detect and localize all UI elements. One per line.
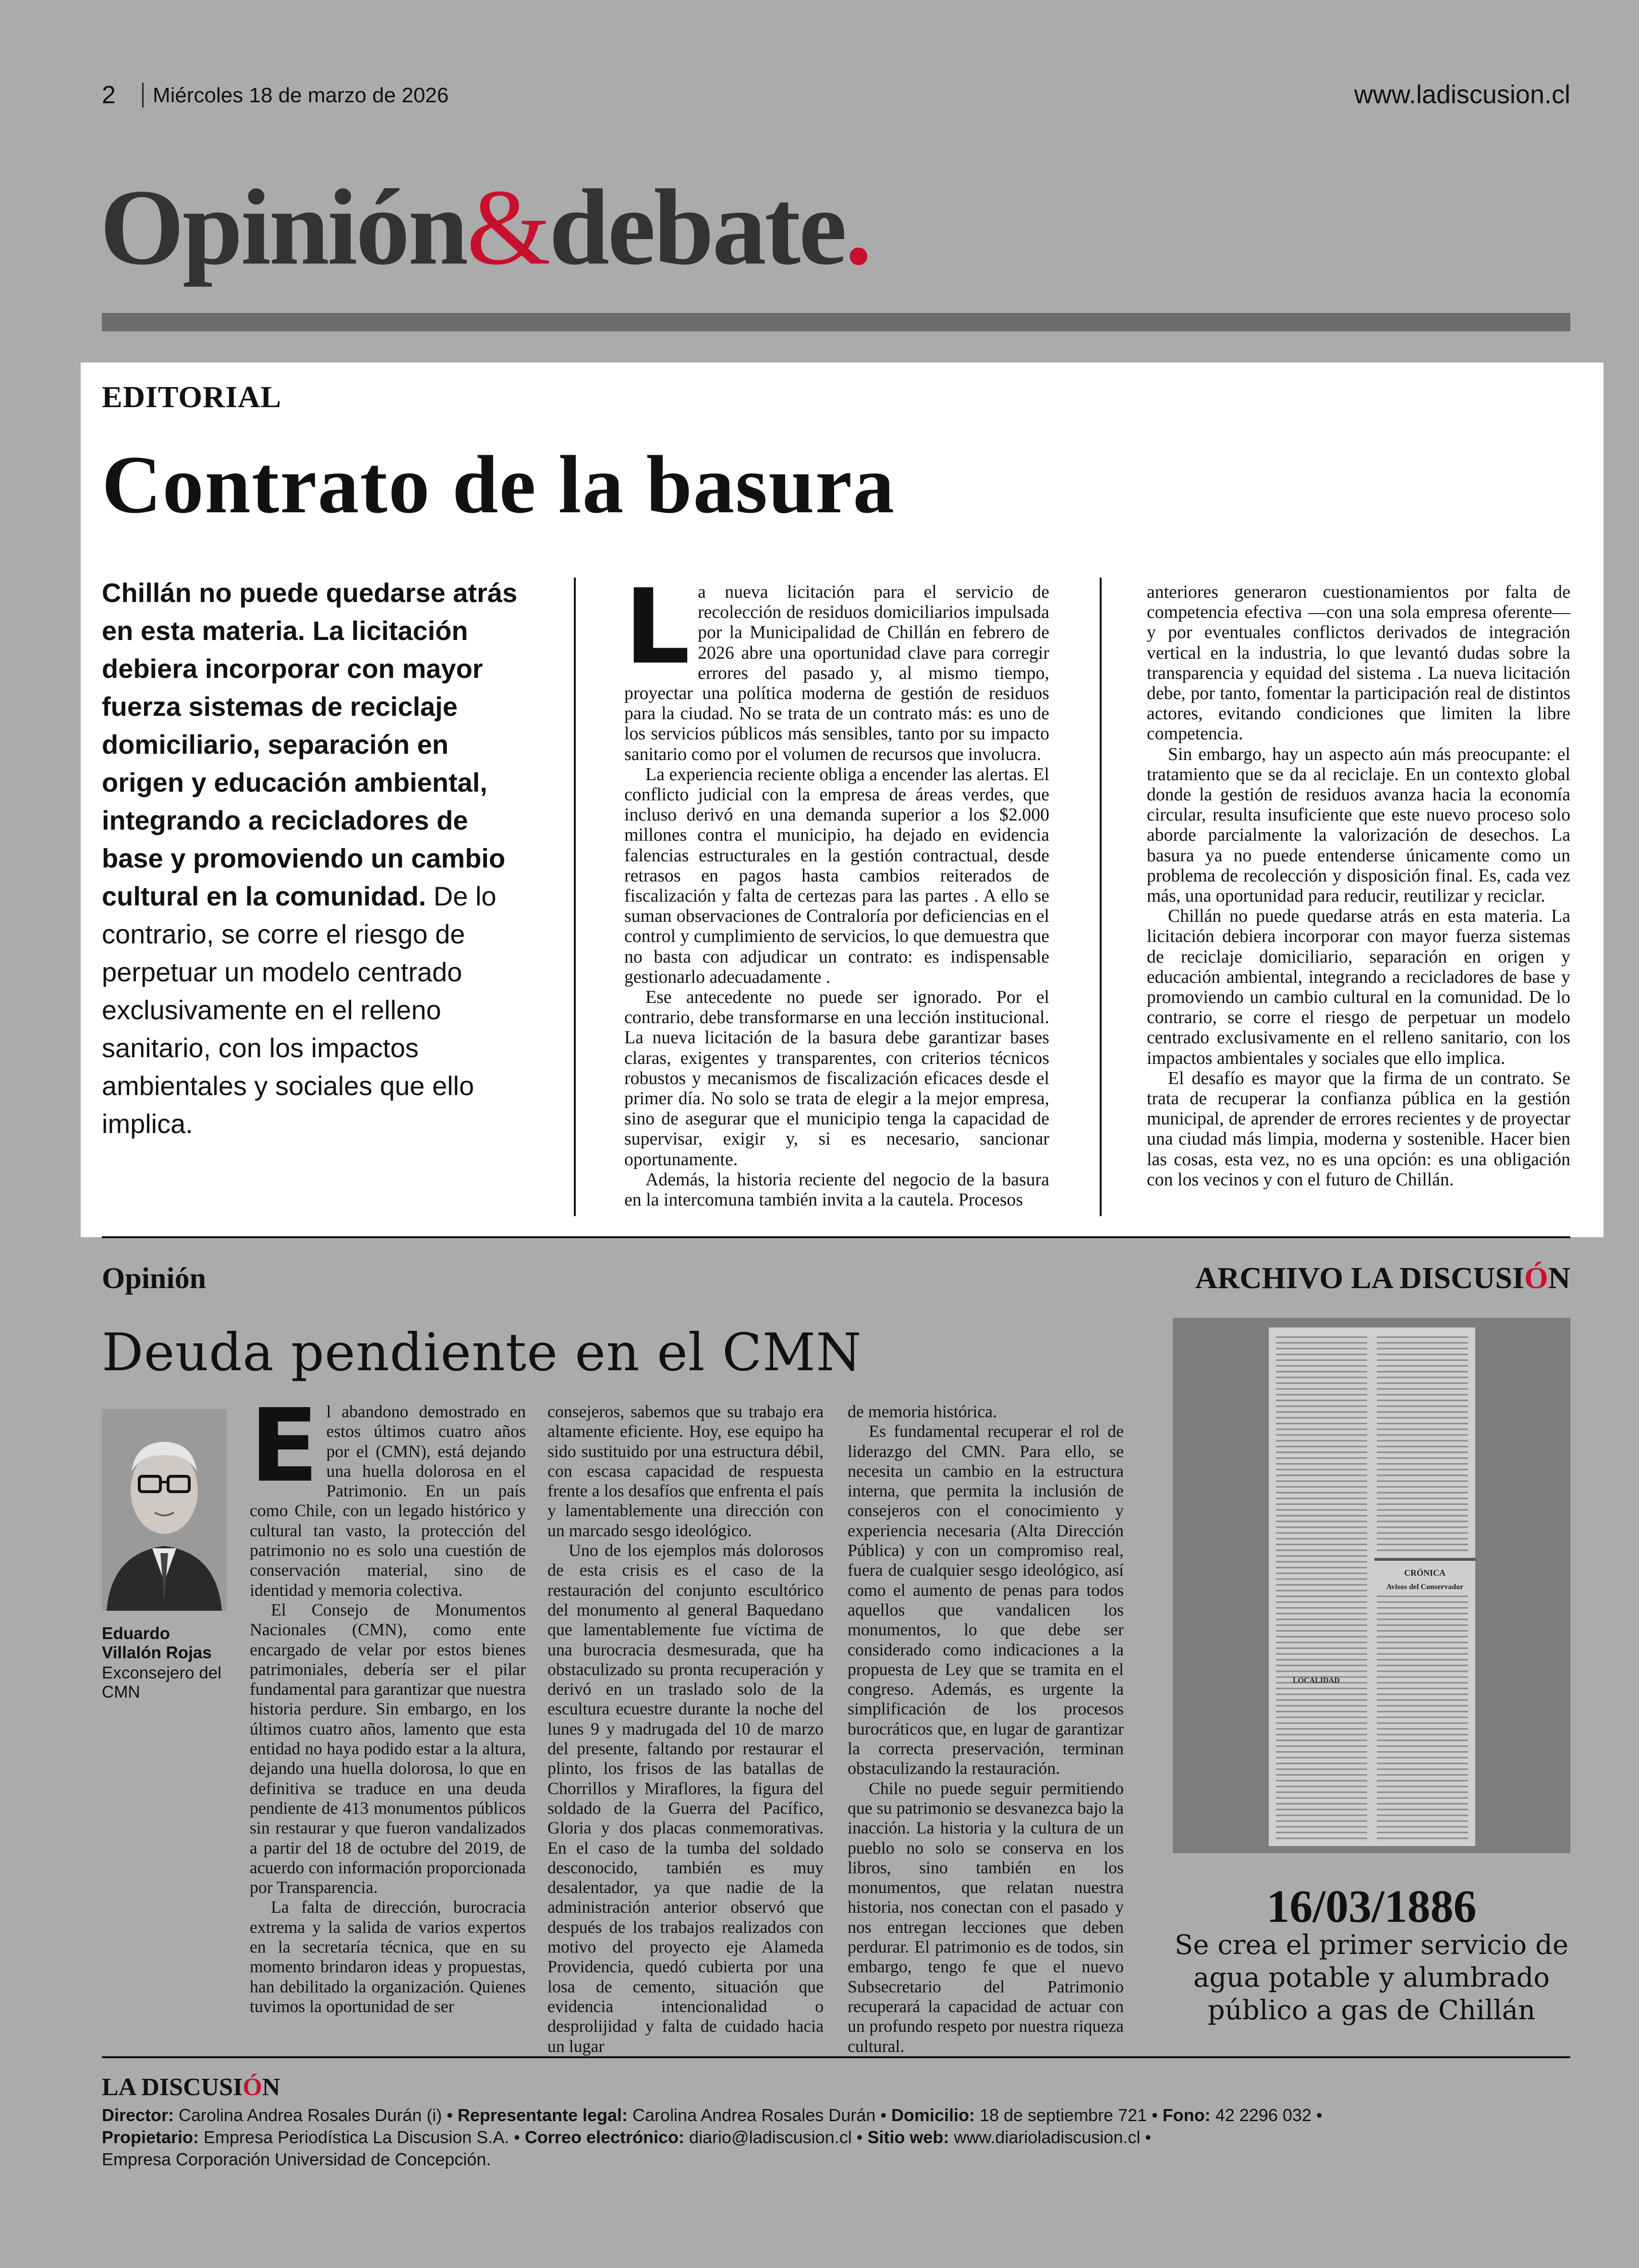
- paragraph: El Consejo de Monumentos Nacionales (CMN), como ente encargado de velar por estos bienes patrimoniales, debería ser el pilar fundamental para garantizar que nuestra historia perdure. Sin embargo, en los últimos cuatro años, lamento que esta entidad no haya podido estar a la altura, dejando una huella dolorosa, lo que en definitiva se traduce en una deuda pendiente de 413 monumentos públicos sin restaurar y que fueron vandalizados a partir del 18 de octubre del 2019, de acuerdo con información proporcionada por Transparencia.: [250, 1600, 526, 1897]
- opinion-dropcap: E: [250, 1387, 319, 1505]
- archive-label-main: ARCHIVO LA DISCUSI: [1195, 1261, 1524, 1295]
- editorial-column-3: [1147, 582, 1570, 1190]
- footer-label: Sitio web:: [867, 2127, 949, 2147]
- section-title-part2: debate: [549, 167, 845, 287]
- footer-brand-main: LA DISCUSI: [102, 2074, 243, 2101]
- section-title-dot: .: [845, 167, 871, 287]
- paragraph: consejeros, sabemos que su trabajo era altamente eficiente. Hoy, ese equipo ha sido sustituido por una estructura débil, con escasa capacidad de respuesta frente a los desafíos que enfrenta el país y lamentablemente una dirección con un marcado sesgo ideológico.: [547, 1402, 824, 1540]
- paragraph: a nueva licitación para el servicio de recolección de residuos domiciliarios impulsada por la Municipalidad de Chillán en febrero de 2026 abre una oportunidad clave para corregir errores del pasado y, al mismo tiempo, proyectar una política moderna de gestión de residuos para la ciudad. No se trata de un contrato más: es uno de los servicios públicos más sensibles, tanto por su impacto sanitario como por el volumen de recursos que involucra.: [624, 582, 1049, 764]
- editorial-lead-rest: De lo contrario, se corre el riesgo de perpetuar un modelo centrado exclusivamente en el relleno sanitario, con los impactos ambientales y sociales que ello implica.: [102, 881, 497, 1139]
- clip-heading-localidad: LOCALIDAD: [1293, 1677, 1340, 1685]
- footer-value: Empresa Periodística La Discusion S.A. •: [199, 2127, 525, 2147]
- section-title: [100, 167, 871, 287]
- paragraph: l abandono demostrado en estos últimos cuatro años por el (CMN), está dejando una huella dolorosa en el Patrimonio. En un país como Chile, con un legado histórico y cultural tan vasto, la protección del patrimonio no es solo una cuestión de conservación material, sino de identidad y memoria colectiva.: [250, 1402, 526, 1600]
- footer-credits: [102, 2104, 1570, 2171]
- archive-label-end: N: [1548, 1261, 1570, 1295]
- archive-date: 16/03/1886: [1266, 1881, 1477, 1932]
- paragraph: anteriores generaron cuestionamientos por falta de competencia efectiva —con una sola empresa oferente— y por eventuales conflictos derivados de integración vertical en la industria, lo que levantó dudas sobre la transparencia y equidad del sistema . La nueva licitación debe, por tanto, fomentar la participación real de distintos actores, evitando condiciones que limiten la libre competencia.: [1147, 582, 1570, 744]
- author-portrait-icon: [102, 1409, 227, 1611]
- paragraph: Chile no puede seguir permitiendo que su patrimonio se desvanezca bajo la inacción. La historia y la cultura de un pueblo no solo se conserva en los libros, sino también en los monumentos, que relatan nuestra historia, nos conectan con el pasado y nos entregan lecciones que deben perdurar. El patrimonio es de todos, sin embargo, tengo fe que el nuevo Subsecretario del Patrimonio recuperará la capacidad de actuar con un profundo respeto por nuestra riqueza cultural.: [848, 1778, 1124, 2056]
- footer-rule: [102, 2056, 1570, 2058]
- issue-date: Miércoles 18 de marzo de 2026: [153, 84, 449, 107]
- footer-value: 18 de septiembre 721 •: [974, 2105, 1163, 2125]
- footer-brand: [102, 2073, 280, 2101]
- editorial-lead: [102, 574, 524, 1143]
- paragraph: La falta de dirección, burocracia extrema y la salida de varios expertos en la secretaría técnica, que en su momento brindaron ideas y propuestas, han debilitado la organización. Quienes tuvimos la oportunidad de ser: [250, 1897, 526, 2016]
- footer-value: Carolina Andrea Rosales Durán (i) •: [174, 2105, 458, 2125]
- opinion-label: Opinión: [102, 1262, 206, 1295]
- paragraph: Es fundamental recuperar el rol de liderazgo del CMN. Para ello, se necesita un cambio en la estructura interna, que permita la inclusión de consejeros con el conocimiento y experiencia necesaria (Alta Dirección Pública) y con un compromiso real, fuera de cualquier sesgo ideológico, así como el aumento de penas para todos aquellos que vandalicen los monumentos, lo que debe ser considerado como indicaciones a la propuesta de Ley que se tramita en el congreso. Además, es urgente la simplificación de los procesos burocráticos que, en lugar de garantizar la correcta preservación, terminan obstaculizando la restauración.: [848, 1422, 1124, 1778]
- clip-heading-avisos: Avisos del Conservador: [1386, 1583, 1464, 1591]
- author-role: Exconsejero del CMN: [102, 1664, 222, 1701]
- footer-label: Fono:: [1162, 2105, 1211, 2125]
- editorial-column-2: [624, 567, 1049, 1210]
- footer-line: [102, 2104, 1570, 2126]
- footer-email[interactable]: diario@ladiscusion.cl •: [684, 2127, 868, 2147]
- editorial-lead-bold: Chillán no puede quedarse atrás en esta materia. La licitación debiera incorporar con mayor fuerza sistemas de reciclaje domiciliario, separación en origen y educación ambiental, integrando a recicladores de base y promoviendo un cambio cultural en la comunidad.: [102, 578, 518, 911]
- footer-label: Propietario:: [102, 2127, 199, 2147]
- opinion-column-1: [250, 1387, 526, 2016]
- clip-heading-cronica: CRÓNICA: [1404, 1568, 1446, 1578]
- footer-label: Correo electrónico:: [524, 2127, 684, 2147]
- footer-line: [102, 2126, 1570, 2148]
- paragraph: El desafío es mayor que la firma de un contrato. Se trata de recuperar la confianza pública en la gestión municipal, de aprender de errores recientes y de proyectar una ciudad más limpia, moderna y sostenible. Hacer bien las cosas, esta vez, no es una opción: es una obligación con los vecinos y con el futuro de Chillán.: [1147, 1068, 1570, 1190]
- footer-value: 42 2296 032 •: [1210, 2105, 1323, 2125]
- opinion-column-2: [547, 1402, 824, 2056]
- footer-label: Director:: [102, 2105, 174, 2125]
- paragraph: Además, la historia reciente del negocio de la basura en la intercomuna también invita a la cautela. Procesos: [624, 1169, 1049, 1210]
- column-divider: [574, 578, 576, 1216]
- site-url[interactable]: www.ladiscusion.cl: [1354, 80, 1570, 109]
- footer-brand-end: N: [262, 2074, 280, 2101]
- footer-line: Empresa Corporación Universidad de Concepción.: [102, 2149, 491, 2169]
- paragraph: Ese antecedente no puede ser ignorado. Por el contrario, debe transformarse en una lección institucional. La nueva licitación de la basura debe garantizar bases claras, exigentes y transparentes, con criterios técnicos robustos y mecanismos de fiscalización eficaces desde el primer día. No solo se trata de elegir a la mejor empresa, sino de asegurar que el municipio tenga la capacidad de supervisar, exigir y, si es necesario, sancionar oportunamente.: [624, 987, 1049, 1170]
- opinion-title: Deuda pendiente en el CMN: [102, 1323, 862, 1383]
- footer-label: Domicilio:: [891, 2105, 975, 2125]
- newspaper-clipping-icon: [1173, 1318, 1570, 1853]
- editorial-dropcap: L: [624, 567, 690, 687]
- section-title-amp: &: [466, 167, 549, 287]
- section-title-part1: Opinión: [100, 167, 467, 287]
- header-divider: [142, 83, 144, 108]
- footer-brand-accent: Ó: [243, 2074, 262, 2101]
- archive-label: [1195, 1260, 1570, 1296]
- footer-value: Carolina Andrea Rosales Durán •: [628, 2105, 891, 2125]
- paragraph: Chillán no puede quedarse atrás en esta materia. La licitación debiera incorporar con mayor fuerza sistemas de reciclaje domiciliario, separación en origen y educación ambiental, integrando a recicladores de base y promoviendo un cambio cultural en la comunidad. De lo contrario, se corre el riesgo de perpetuar un modelo centrado exclusivamente en el relleno sanitario, con los impactos ambientales y sociales que ello implica.: [1147, 906, 1570, 1068]
- archive-label-accent: Ó: [1524, 1261, 1548, 1295]
- paragraph: de memoria histórica.: [848, 1402, 997, 1421]
- section-rule: [102, 313, 1570, 331]
- archive-newspaper-image: [1173, 1318, 1570, 1853]
- author-name: Eduardo Villalón Rojas: [102, 1624, 212, 1662]
- footer-label: Representante legal:: [457, 2105, 628, 2125]
- author-photo: [102, 1409, 227, 1611]
- paragraph: Sin embargo, hay un aspecto aún más preocupante: el tratamiento que se da al reciclaje. En un contexto global donde la gestión de residuos avanza hacia la economía circular, resulta insuficiente que este nuevo proceso solo aborde parcialmente la valorización de desechos. La basura ya no puede entenderse únicamente como un problema de recolección y disposición final. Es, cada vez más, una oportunidad para reducir, reutilizar y reciclar.: [1147, 744, 1570, 906]
- paragraph: Uno de los ejemplos más dolorosos de esta crisis es el caso de la restauración del conjunto escultórico del monumento al general Baquedano que lamentablemente fue víctima de una burocracia desmesurada, que ha obstaculizado su pronta recuperación y derivó en un traslado solo de la escultura ecuestre durante la noche del lunes 9 y madrugada del 10 de marzo del presente, faltando por restaurar el plinto, los frisos de las batallas de Chorrillos y Miraflores, la figura del soldado de la Guerra del Pacífico, Gloria y dos placas conmemorativas. En el caso de la tumba del soldado desconocido, también es muy desalentador, ya que nadie de la administración anterior observó que después de los trabajos realizados con motivo del proyecto eje Alameda Providencia, quedó cubierta por una losa de cemento, situación que evidencia intencionalidad o desprolijidad y falta de cuidado hacia un lugar: [547, 1541, 824, 2056]
- page-number: 2: [102, 81, 116, 109]
- archive-caption: Se crea el primer servicio de agua potable y alumbrado público a gas de Chillán: [1175, 1930, 1568, 2026]
- editorial-title: Contrato de la basura: [102, 439, 896, 531]
- column-divider: [1100, 578, 1102, 1216]
- paragraph: La experiencia reciente obliga a encender las alertas. El conflicto judicial con la empresa de áreas verdes, que incluso derivó en una demanda superior a los $2.000 millones contra el municipio, ha dejado en evidencia falencias estructurales en la gestión contractual, desde retrasos en pagos hasta cambios reiterados de fiscalización y falta de certezas para las partes . A ello se suman observaciones de Contraloría por deficiencias en el control y cumplimiento de servicios, lo que demuestra que no basta con adjudicar un contrato: es indispensable gestionarlo adecuadamente .: [624, 764, 1049, 987]
- section-divider: [102, 1236, 1570, 1238]
- editorial-label: EDITORIAL: [102, 380, 282, 414]
- opinion-column-3: [848, 1402, 1124, 2056]
- footer-website[interactable]: www.diarioladiscusion.cl •: [949, 2127, 1152, 2147]
